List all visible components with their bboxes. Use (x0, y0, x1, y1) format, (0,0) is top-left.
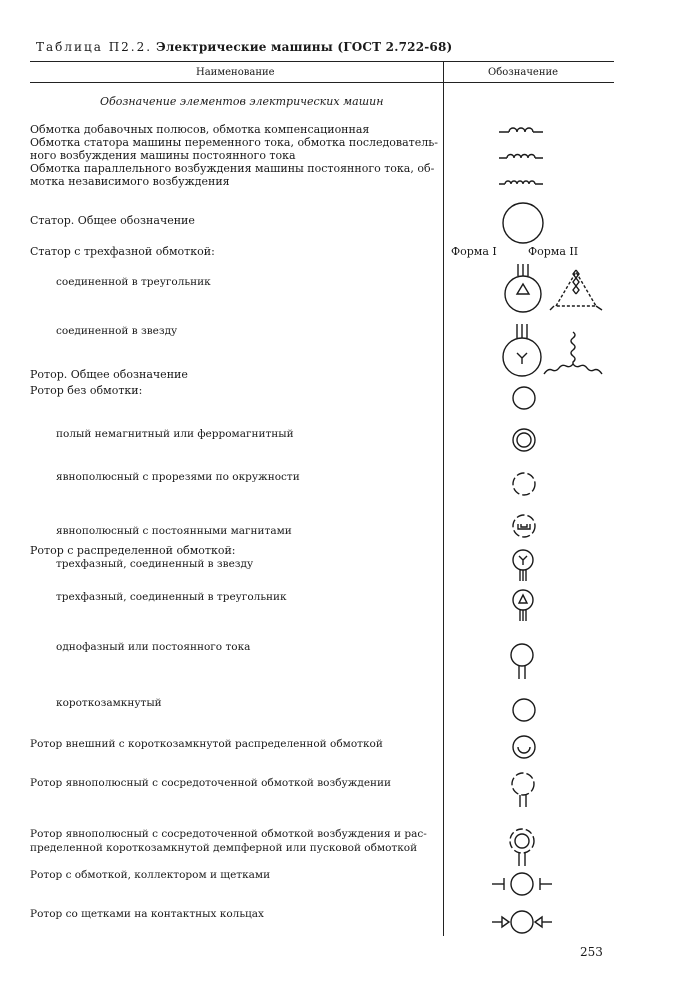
rotor-3ph-delta-symbol (508, 588, 538, 624)
row-label: Ротор явнополюсный с сосредоточенной обмоткой возбуждения и рас- (30, 828, 427, 840)
table-top-rule (30, 61, 614, 62)
rotor-salient-field-symbol (508, 771, 538, 811)
row-label: однофазный или постоянного тока (56, 641, 251, 653)
stator-delta-form1-symbol (500, 262, 546, 314)
stator-star-form2-symbol (540, 328, 606, 386)
table-title (36, 40, 452, 54)
stator-delta-form2-symbol (546, 266, 606, 316)
row-label: пределенной короткозамкнутой демпферной или пусковой обмоткой (30, 842, 418, 854)
row-label: Статор. Общее обозначение (30, 214, 195, 227)
column-header-name: Наименование (196, 67, 275, 78)
rotor-external-symbol (510, 733, 538, 761)
rotor-salient-damper-symbol (506, 826, 538, 870)
row-label: короткозамкнутый (56, 697, 162, 709)
row-label: Ротор внешний с короткозамкнутой распределенной обмоткой (30, 738, 383, 750)
row-label: трехфазный, соединенный в треугольник (56, 591, 287, 603)
stator-general-symbol (500, 200, 546, 246)
table-header-rule (30, 82, 614, 83)
table-heading: Электрические машины (ГОСТ 2.722-68) (156, 40, 453, 54)
row-label: явнополюсный с постоянными магнитами (56, 525, 292, 537)
column-header-designation: Обозначение (488, 67, 559, 78)
form-1-label: Форма I (451, 245, 497, 258)
rotor-squirrel-cage-symbol (510, 696, 538, 724)
row-label: Ротор явнополюсный с сосредоточенной обмоткой возбуждении (30, 777, 392, 789)
form-2-label: Форма II (528, 245, 579, 258)
row-label: Ротор. Общее обозначение (30, 368, 188, 381)
row-label: явнополюсный с прорезями по окружности (56, 471, 300, 483)
row-label: соединенной в треугольник (56, 276, 211, 288)
rotor-permanent-magnet-symbol (510, 512, 538, 540)
series-winding-symbol (497, 148, 547, 162)
row-label: Обмотка параллельного возбуждения машины постоянного тока, об- (30, 162, 435, 175)
row-label: полый немагнитный или ферромагнитный (56, 428, 294, 440)
column-divider (443, 61, 444, 936)
row-label: Статор с трехфазной обмоткой: (30, 245, 215, 258)
rotor-general-symbol (510, 384, 538, 412)
row-label: Обмотка добавочных полюсов, обмотка компенсационная (30, 123, 370, 136)
rotor-3ph-star-symbol (508, 548, 538, 584)
rotor-commutator-symbol (490, 870, 554, 898)
rotor-hollow-symbol (510, 426, 538, 454)
rotor-salient-slotted-symbol (510, 470, 538, 498)
row-label: мотка независимого возбуждения (30, 175, 230, 188)
row-label: трехфазный, соединенный в звезду (56, 558, 254, 570)
row-label: ного возбуждения машины постоянного тока (30, 149, 296, 162)
row-label: Ротор без обмотки: (30, 384, 143, 397)
row-label: Ротор со щетками на контактных кольцах (30, 908, 264, 920)
row-label: Ротор с обмоткой, коллектором и щетками (30, 869, 271, 881)
rotor-single-phase-symbol (506, 641, 538, 683)
rotor-slip-ring-symbol (490, 908, 554, 936)
row-label: Ротор с распределенной обмоткой: (30, 544, 236, 557)
table-label: Таблица П2.2. (36, 40, 153, 54)
row-label: соединенной в звезду (56, 325, 178, 337)
row-label: Обмотка статора машины переменного тока, обмотка последователь- (30, 136, 438, 149)
section-title: Обозначение элементов электрических машин (100, 95, 384, 108)
page-number: 253 (580, 945, 603, 959)
shunt-winding-symbol (497, 174, 547, 188)
compensating-winding-symbol (497, 122, 547, 136)
